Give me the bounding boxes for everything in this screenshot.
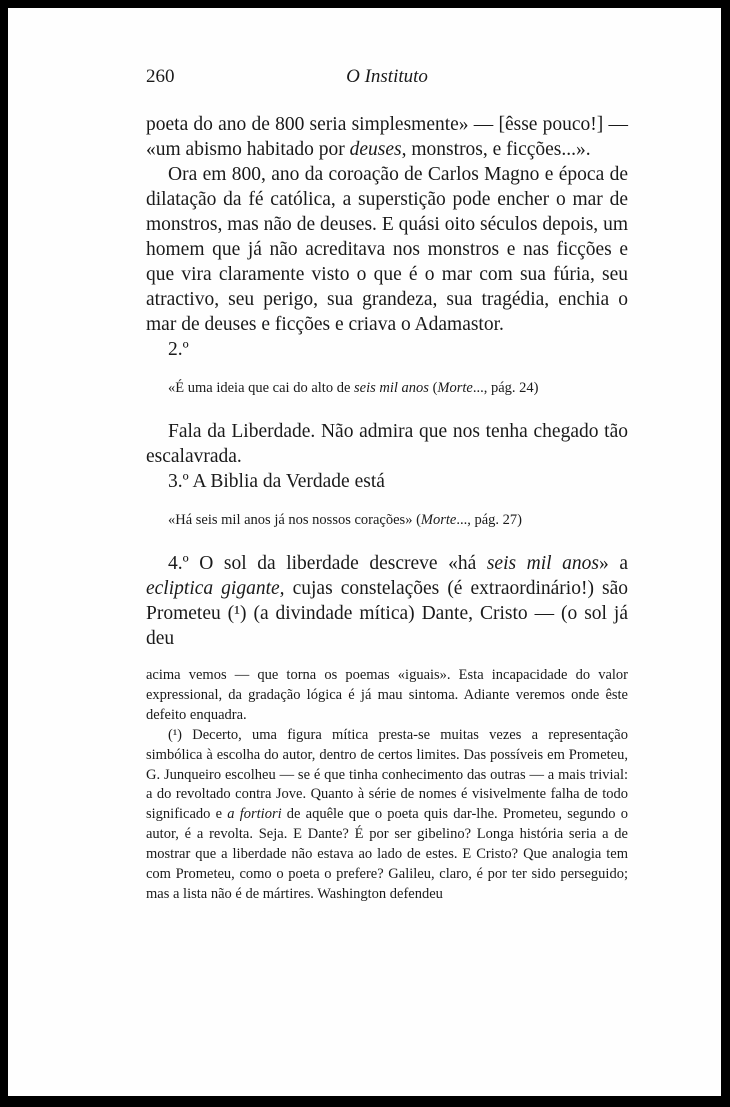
- page-number: 260: [146, 66, 175, 87]
- running-title: O Instituto: [346, 66, 428, 87]
- footnote-1: (¹) Decerto, uma figura mítica presta-se muitas vezes a representação simbólica à escolha do autor, dentro de certos limites. Das possíveis em Prometeu, G. Junqueiro escolheu — se é que tinha conhecimento das outras — a mais trivial: a do revoltado contra Jove. Quanto à série de nomes é visivelmente falha de todo significado e a fortiori de aquêle que o poeta quis dar-lhe. Prometeu, segundo o autor, é a revolta. Seja. E Dante? É por ser gibelino? Longa história seria a de mostrar que a liberdade não estava ao lado de estes. E Cristo? Que analogia tem com Prometeu, como o poeta o prefere? Galileu, claro, é por ter sido perseguido; mas a lista não é de mártires. Washington defendeu: [146, 726, 628, 902]
- footnotes: [146, 666, 628, 905]
- page-header: [146, 66, 628, 88]
- quote-2: «Há seis mil anos já nos nossos corações» (Morte..., pág. 27): [168, 512, 522, 528]
- main-text: [146, 112, 628, 651]
- item-2-label: 2.º: [168, 339, 189, 360]
- item-3: 3.º A Biblia da Verdade está: [168, 471, 385, 492]
- paragraph-3: Fala da Liberdade. Não admira que nos tenha chegado tão escalavrada.: [146, 421, 628, 467]
- paragraph-2: Ora em 800, ano da coroação de Carlos Magno e época de dilatação da fé católica, a superstição pode encher o mar de monstros, mas não de deuses. E quási oito séculos depois, um homem que já não acreditava nos monstros e nas ficções e que vira claramente visto o que é o mar com sua fúria, seu atractivo, seu perigo, sua grandeza, sua tragédia, enchia o mar de deuses e ficções e criava o Adamastor.: [146, 164, 628, 335]
- footnote-continuation: acima vemos — que torna os poemas «iguais». Esta incapacidade do valor expressional, da gradação lógica é já mau sintoma. Adiante veremos onde êste defeito enquadra.: [146, 667, 628, 723]
- quote-1: «É uma ideia que cai do alto de seis mil anos (Morte..., pág. 24): [168, 380, 539, 396]
- paragraph-4: 4.º O sol da liberdade descreve «há seis mil anos» a ecliptica gigante, cujas constelações (é extraordinário!) são Prometeu (¹) (a divindade mítica) Dante, Cristo — (o sol já deu: [146, 553, 628, 649]
- paragraph-1: poeta do ano de 800 seria simplesmente» — [êsse pouco!] — «um abismo habitado por deuses, monstros, e ficções...».: [146, 114, 628, 160]
